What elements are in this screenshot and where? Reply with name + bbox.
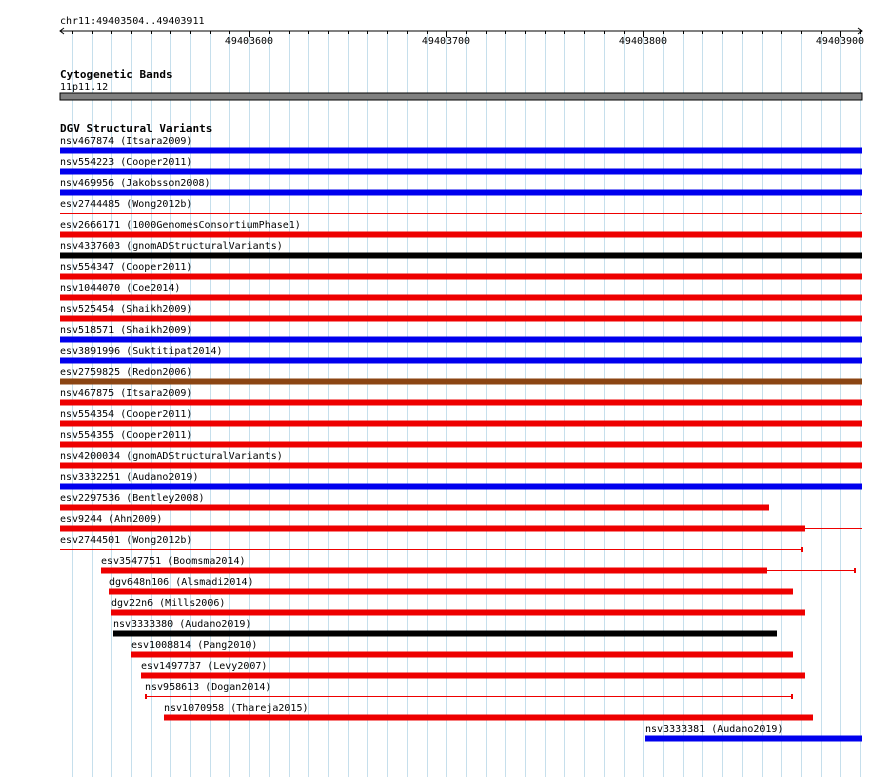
dgv-feature[interactable] <box>60 472 862 490</box>
dgv-feature[interactable] <box>111 598 805 616</box>
dgv-feature-label: esv2666171 (1000GenomesConsortiumPhase1) <box>60 220 301 231</box>
dgv-feature-label: nsv525454 (Shaikh2009) <box>60 304 193 315</box>
dgv-feature-bar[interactable] <box>60 169 862 175</box>
dgv-feature-end-cap <box>791 694 793 699</box>
ruler-tick-label: 49403800 <box>618 36 668 47</box>
dgv-feature-label: esv2744501 (Wong2012b) <box>60 535 193 546</box>
dgv-feature[interactable] <box>60 241 862 259</box>
dgv-feature-label: nsv469956 (Jakobsson2008) <box>60 178 211 189</box>
dgv-feature-bar[interactable] <box>111 610 805 616</box>
dgv-feature-bar[interactable] <box>645 736 862 742</box>
dgv-feature-label: nsv1044070 (Coe2014) <box>60 283 181 294</box>
dgv-feature-bar[interactable] <box>101 568 767 574</box>
dgv-feature-label: dgv22n6 (Mills2006) <box>111 598 226 609</box>
dgv-feature[interactable] <box>60 283 862 301</box>
dgv-feature-end-cap <box>801 547 803 552</box>
cytoband-track[interactable] <box>60 68 862 100</box>
cytoband-bar[interactable] <box>60 93 862 100</box>
dgv-feature-label: nsv4337603 (gnomADStructuralVariants) <box>60 241 283 252</box>
dgv-feature[interactable] <box>60 535 803 552</box>
dgv-feature[interactable] <box>60 493 769 511</box>
dgv-feature-label: esv1008814 (Pang2010) <box>131 640 258 651</box>
ruler-tick-label: 49403700 <box>421 36 471 47</box>
dgv-track-title: DGV Structural Variants <box>60 122 213 135</box>
dgv-feature-label: nsv1070958 (Thareja2015) <box>164 703 309 714</box>
dgv-feature-bar[interactable] <box>60 526 805 532</box>
dgv-feature[interactable] <box>109 577 793 595</box>
dgv-feature-label: esv3547751 (Boomsma2014) <box>101 556 246 567</box>
dgv-feature-bar[interactable] <box>60 274 862 280</box>
dgv-feature[interactable] <box>60 262 862 280</box>
dgv-feature-bar[interactable] <box>164 715 813 721</box>
dgv-feature-label: dgv648n106 (Alsmadi2014) <box>109 577 254 588</box>
dgv-feature-label: nsv3333380 (Audano2019) <box>113 619 252 630</box>
ruler-tick-label: 49403600 <box>224 36 274 47</box>
dgv-feature-bar[interactable] <box>60 463 862 469</box>
dgv-feature-bar[interactable] <box>60 232 862 238</box>
ruler-ticks <box>73 31 865 47</box>
dgv-feature-label: nsv958613 (Dogan2014) <box>145 682 272 693</box>
dgv-feature-label: esv9244 (Ahn2009) <box>60 514 163 525</box>
dgv-feature-bar[interactable] <box>60 505 769 511</box>
dgv-feature-bar[interactable] <box>60 484 862 490</box>
dgv-feature[interactable] <box>113 619 777 637</box>
dgv-feature-end-cap <box>854 568 856 573</box>
dgv-feature-label: esv2744485 (Wong2012b) <box>60 199 193 210</box>
dgv-feature-bar[interactable] <box>141 673 805 679</box>
dgv-track[interactable] <box>60 122 862 742</box>
dgv-feature-label: nsv467874 (Itsara2009) <box>60 136 193 147</box>
dgv-feature-label: nsv554347 (Cooper2011) <box>60 262 193 273</box>
dgv-feature-label: nsv3333381 (Audano2019) <box>645 724 784 735</box>
dgv-feature[interactable] <box>60 220 862 238</box>
dgv-feature-bar[interactable] <box>60 190 862 196</box>
dgv-feature-bar[interactable] <box>113 631 777 637</box>
dgv-feature[interactable] <box>60 430 862 448</box>
dgv-feature-bar[interactable] <box>60 337 862 343</box>
dgv-feature[interactable] <box>60 388 862 406</box>
dgv-feature[interactable] <box>60 346 862 364</box>
dgv-feature[interactable] <box>60 451 862 469</box>
dgv-feature-label: nsv554223 (Cooper2011) <box>60 157 193 168</box>
dgv-feature[interactable] <box>131 640 793 658</box>
ruler-tick-label: 49403900 <box>815 36 865 47</box>
dgv-feature-bar[interactable] <box>60 358 862 364</box>
dgv-feature[interactable] <box>141 661 805 679</box>
dgv-feature-bar[interactable] <box>60 316 862 322</box>
dgv-feature-bar[interactable] <box>109 589 793 595</box>
dgv-features[interactable] <box>60 136 862 742</box>
dgv-feature[interactable] <box>60 304 862 322</box>
dgv-feature-label: nsv554355 (Cooper2011) <box>60 430 193 441</box>
coordinate-ruler[interactable] <box>60 16 864 47</box>
dgv-feature-label: nsv518571 (Shaikh2009) <box>60 325 193 336</box>
dgv-feature-label: esv3891996 (Suktitipat2014) <box>60 346 223 357</box>
dgv-feature-bar[interactable] <box>131 652 793 658</box>
dgv-feature-label: nsv3332251 (Audano2019) <box>60 472 199 483</box>
dgv-feature[interactable] <box>60 178 862 196</box>
dgv-feature-end-cap <box>145 694 147 699</box>
dgv-feature-bar[interactable] <box>60 379 862 385</box>
dgv-feature[interactable] <box>645 724 862 742</box>
dgv-feature-bar[interactable] <box>60 442 862 448</box>
dgv-feature-label: esv2297536 (Bentley2008) <box>60 493 205 504</box>
dgv-feature-bar[interactable] <box>60 400 862 406</box>
dgv-feature-label: esv2759825 (Redon2006) <box>60 367 193 378</box>
dgv-feature-bar[interactable] <box>60 253 862 259</box>
dgv-feature[interactable] <box>60 409 862 427</box>
dgv-feature[interactable] <box>145 682 793 699</box>
dgv-feature-bar[interactable] <box>60 421 862 427</box>
dgv-feature[interactable] <box>60 514 862 532</box>
dgv-feature[interactable] <box>60 199 862 214</box>
cytoband-track-title: Cytogenetic Bands <box>60 68 173 81</box>
dgv-feature[interactable] <box>60 367 862 385</box>
location-label: chr11:49403504..49403911 <box>60 16 205 27</box>
dgv-feature-label: nsv467875 (Itsara2009) <box>60 388 193 399</box>
dgv-feature-bar[interactable] <box>60 295 862 301</box>
dgv-feature-bar[interactable] <box>60 148 862 154</box>
dgv-feature[interactable] <box>60 136 862 154</box>
cytoband-name: 11p11.12 <box>60 82 109 93</box>
dgv-feature[interactable] <box>60 157 862 175</box>
dgv-feature-label: esv1497737 (Levy2007) <box>141 661 268 672</box>
dgv-feature-label: nsv4200034 (gnomADStructuralVariants) <box>60 451 283 462</box>
dgv-feature[interactable] <box>164 703 813 721</box>
dgv-feature-label: nsv554354 (Cooper2011) <box>60 409 193 420</box>
dgv-feature[interactable] <box>60 325 862 343</box>
